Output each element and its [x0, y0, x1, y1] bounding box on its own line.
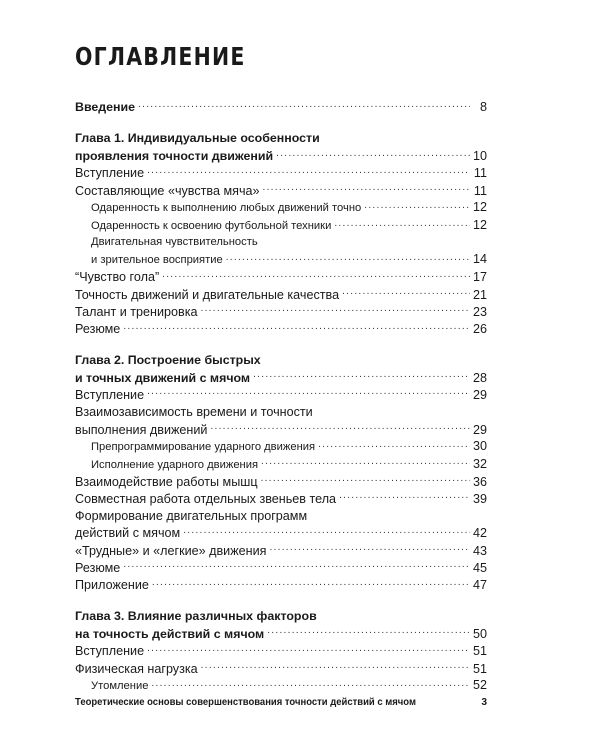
dot-leader	[267, 625, 470, 637]
dot-leader	[123, 321, 470, 334]
dot-leader	[201, 660, 470, 673]
toc-subentry	[75, 234, 487, 251]
toc-entry-page: 51	[472, 661, 487, 676]
dot-leader	[269, 542, 470, 555]
toc-entry-page: 14	[472, 252, 487, 267]
toc-entry-page: 17	[472, 270, 487, 285]
dot-leader	[261, 456, 470, 467]
toc-entry[interactable]	[75, 303, 487, 320]
toc-entry-page: 29	[472, 422, 487, 437]
toc-entry-label: Двигательная чувствительность	[91, 236, 258, 249]
toc-entry-label: Взаимозависимость времени и точности	[75, 404, 313, 419]
toc-entry-page: 50	[472, 626, 487, 641]
dot-leader	[201, 303, 470, 316]
toc-entry[interactable]	[75, 286, 487, 303]
dot-leader	[152, 577, 470, 590]
toc-entry-page: 32	[472, 456, 487, 471]
toc-subentry[interactable]	[75, 217, 487, 234]
toc-entry-page: 39	[472, 491, 487, 506]
toc-entry[interactable]	[75, 269, 487, 286]
toc-entry-page: 12	[472, 200, 487, 215]
toc-entry-page: 47	[472, 578, 487, 593]
dot-leader	[210, 421, 470, 434]
dot-leader	[183, 525, 470, 538]
chapter-heading-line[interactable]	[75, 369, 487, 386]
toc-subentry[interactable]	[75, 251, 487, 268]
toc-entry[interactable]	[75, 473, 487, 490]
toc-entry-label: выполнения движений	[75, 422, 208, 437]
dot-leader	[318, 439, 470, 450]
toc-entry-label: и точных движений с мячом	[75, 370, 251, 385]
toc-entry-label: Вступление	[75, 388, 145, 403]
chapter-heading-line[interactable]	[75, 148, 487, 165]
toc-entry-page: 23	[472, 304, 487, 319]
toc-entry-page: 21	[472, 287, 487, 302]
dot-leader	[147, 386, 470, 399]
toc-entry-page: 11	[473, 166, 487, 181]
toc-entry-intro[interactable]	[75, 99, 487, 116]
toc-entry[interactable]	[75, 321, 487, 338]
toc-entry-page: 8	[479, 100, 487, 115]
toc-entry-label: «Трудные» и «легкие» движения	[75, 543, 267, 558]
chapter-heading-line[interactable]	[75, 625, 487, 642]
toc-entry[interactable]	[75, 577, 487, 594]
toc-entry-page: 43	[472, 543, 487, 558]
toc-entry[interactable]	[75, 182, 487, 199]
toc-entry-label: Формирование двигательных программ	[75, 508, 308, 523]
toc-entry-label: Талант и тренировка	[75, 304, 198, 319]
toc-entry-page: 45	[472, 561, 487, 576]
chapter-heading-line	[75, 608, 487, 625]
chapter-group	[75, 130, 487, 338]
toc-entry-page: 42	[472, 526, 487, 541]
dot-leader	[334, 218, 470, 229]
chapter-heading-line	[75, 130, 487, 147]
table-of-contents	[75, 99, 487, 709]
dot-leader	[276, 148, 470, 160]
toc-entry-label: Одаренность к выполнению любых движений точно	[91, 202, 362, 215]
toc-entry-label: на точность действий с мячом	[75, 626, 265, 641]
toc-entry-label: Исполнение ударного движения	[91, 458, 259, 471]
dot-leader	[364, 200, 470, 211]
toc-entry-label: Совместная работа отдельных звеньев тела	[75, 491, 337, 506]
toc-entry-label: Физическая нагрузка	[75, 661, 198, 676]
dot-leader	[253, 369, 470, 381]
toc-subentry[interactable]	[75, 456, 487, 473]
dot-leader	[339, 490, 470, 503]
dot-leader	[162, 269, 470, 282]
page-footer	[75, 697, 487, 708]
toc-entry-label: Точность движений и двигательные качества	[75, 287, 340, 302]
toc-entry[interactable]	[75, 490, 487, 507]
toc-entry-label: Утомление	[91, 680, 149, 693]
toc-entry-label: Препрограммирование ударного движения	[91, 441, 316, 454]
toc-entry-label: действий с мячом	[75, 526, 181, 541]
intro-group	[75, 99, 487, 116]
toc-entry[interactable]	[75, 386, 487, 403]
toc-entry-label: Вступление	[75, 166, 145, 181]
toc-entry	[75, 404, 487, 421]
toc-entry-page: 11	[473, 183, 487, 198]
toc-entry-page: 36	[472, 474, 487, 489]
toc-entry-page: 52	[472, 678, 487, 693]
dot-leader	[147, 165, 470, 178]
toc-entry-label: и зрительное восприятие	[91, 254, 223, 267]
toc-entry[interactable]	[75, 525, 487, 542]
toc-entry-label: Введение	[75, 100, 136, 115]
toc-entry[interactable]	[75, 542, 487, 559]
toc-entry-label: Глава 3. Влияние различных факторов	[75, 609, 317, 624]
toc-entry-page: 29	[472, 388, 487, 403]
dot-leader	[138, 99, 470, 111]
dot-leader	[342, 286, 470, 299]
running-footer-title: Теоретические основы совершенствования точности действий с мячом	[75, 697, 416, 708]
toc-subentry[interactable]	[75, 199, 487, 216]
toc-entry-page: 10	[472, 148, 487, 163]
toc-entry-label: “Чувство гола”	[75, 270, 160, 285]
page-number: 3	[481, 697, 487, 708]
dot-leader	[151, 678, 470, 689]
toc-entry[interactable]	[75, 660, 487, 677]
dot-leader	[123, 559, 470, 572]
page-title: ОГЛАВЛЕНИЕ	[75, 42, 246, 71]
toc-entry	[75, 508, 487, 525]
toc-entry-label: Резюме	[75, 561, 121, 576]
toc-subentry[interactable]	[75, 677, 487, 694]
toc-entry-label: Вступление	[75, 644, 145, 659]
toc-entry-page: 26	[472, 322, 487, 337]
dot-leader	[147, 643, 470, 656]
dot-leader	[263, 182, 470, 195]
chapter-heading-line	[75, 352, 487, 369]
toc-entry-label: Резюме	[75, 322, 121, 337]
toc-entry-label: проявления точности движений	[75, 148, 274, 163]
toc-entry-label: Составляющие «чувства мяча»	[75, 183, 260, 198]
chapter-group	[75, 608, 487, 694]
dot-leader	[261, 473, 470, 486]
toc-entry-label: Одаренность к освоению футбольной техники	[91, 219, 332, 232]
toc-entry-label: Глава 2. Построение быстрых	[75, 352, 261, 367]
toc-entry-label: Взаимодействие работы мышц	[75, 474, 258, 489]
toc-entry-label: Глава 1. Индивидуальные особенности	[75, 131, 320, 146]
toc-entry[interactable]	[75, 559, 487, 576]
toc-entry[interactable]	[75, 643, 487, 660]
chapter-group	[75, 352, 487, 594]
toc-entry[interactable]	[75, 165, 487, 182]
toc-entry-page: 51	[472, 644, 487, 659]
toc-entry-page: 28	[472, 370, 487, 385]
toc-entry[interactable]	[75, 421, 487, 438]
toc-entry-page: 30	[472, 439, 487, 454]
toc-entry-label: Приложение	[75, 578, 149, 593]
toc-subentry[interactable]	[75, 438, 487, 455]
toc-entry-page: 12	[472, 217, 487, 232]
dot-leader	[226, 252, 470, 263]
